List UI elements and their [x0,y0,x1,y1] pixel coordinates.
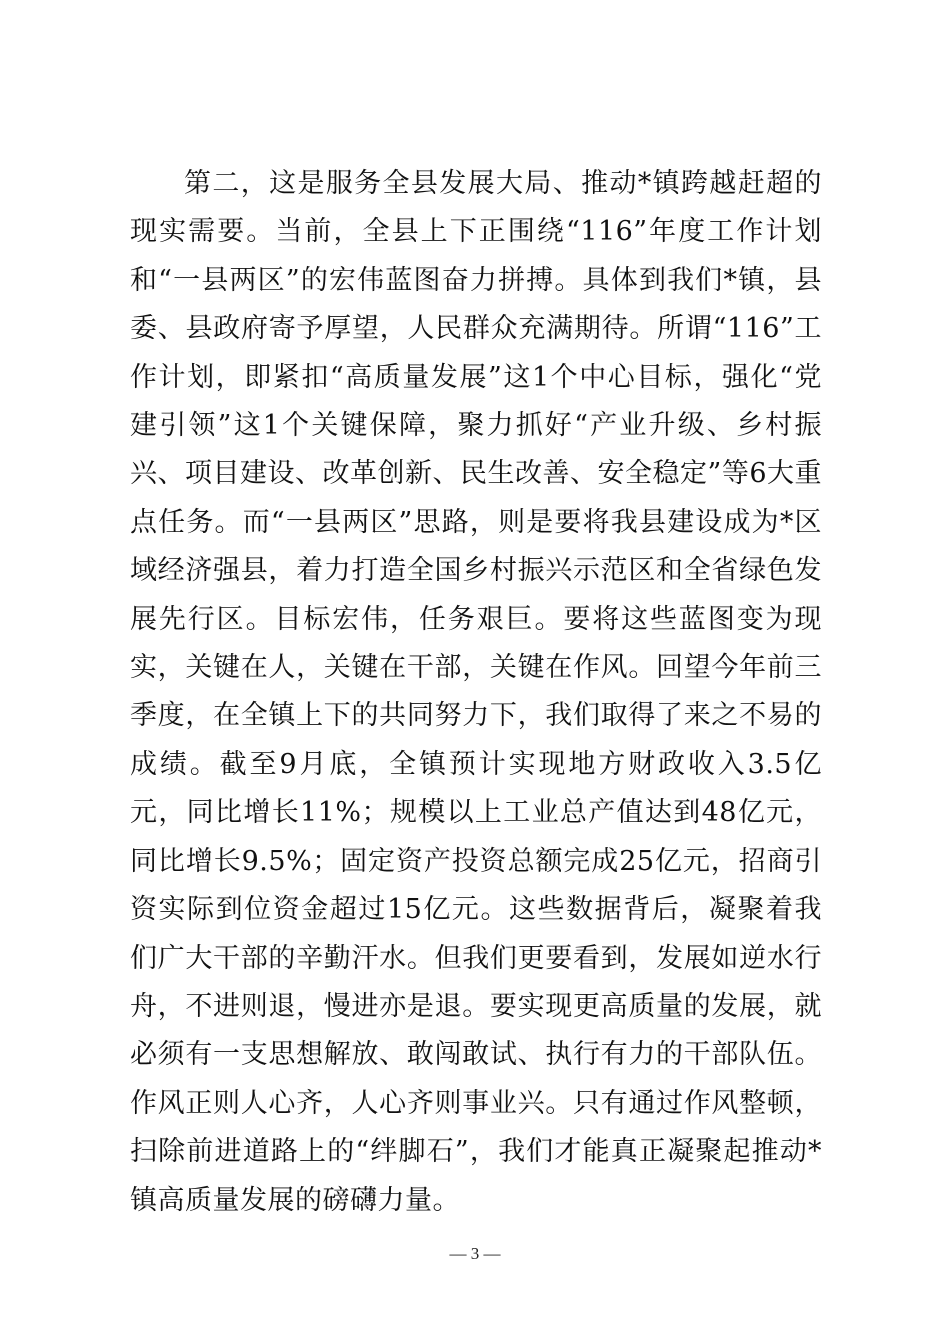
body-paragraph: 第二，这是服务全县发展大局、推动*镇跨越赶超的现实需要。当前，全县上下正围绕“116”年度工作计划和“一县两区”的宏伟蓝图奋力拼搏。具体到我们*镇，县委、县政府寄予厚望，人民群众充满期待。所谓“116”工作计划，即紧扣“高质量发展”这1个中心目标，强化“党建引领”这1个关键保障，聚力抓好“产业升级、乡村振兴、项目建设、改革创新、民生改善、安全稳定”等6大重点任务。而“一县两区”思路，则是要将我县建设成为*区域经济强县，着力打造全国乡村振兴示范区和全省绿色发展先行区。目标宏伟，任务艰巨。要将这些蓝图变为现实，关键在人，关键在干部，关键在作风。回望今年前三季度，在全镇上下的共同努力下，我们取得了来之不易的成绩。截至9月底，全镇预计实现地方财政收入3.5亿元，同比增长11%；规模以上工业总产值达到48亿元，同比增长9.5%；固定资产投资总额完成25亿元，招商引资实际到位资金超过15亿元。这些数据背后，凝聚着我们广大干部的辛勤汗水。但我们更要看到，发展如逆水行舟，不进则退，慢进亦是退。要实现更高质量的发展，就必须有一支思想解放、敢闯敢试、执行有力的干部队伍。作风正则人心齐，人心齐则事业兴。只有通过作风整顿，扫除前进道路上的“绊脚石”，我们才能真正凝聚起推动*镇高质量发展的磅礴力量。 [130,168,822,1216]
page-number: — 3 — [449,1244,501,1263]
